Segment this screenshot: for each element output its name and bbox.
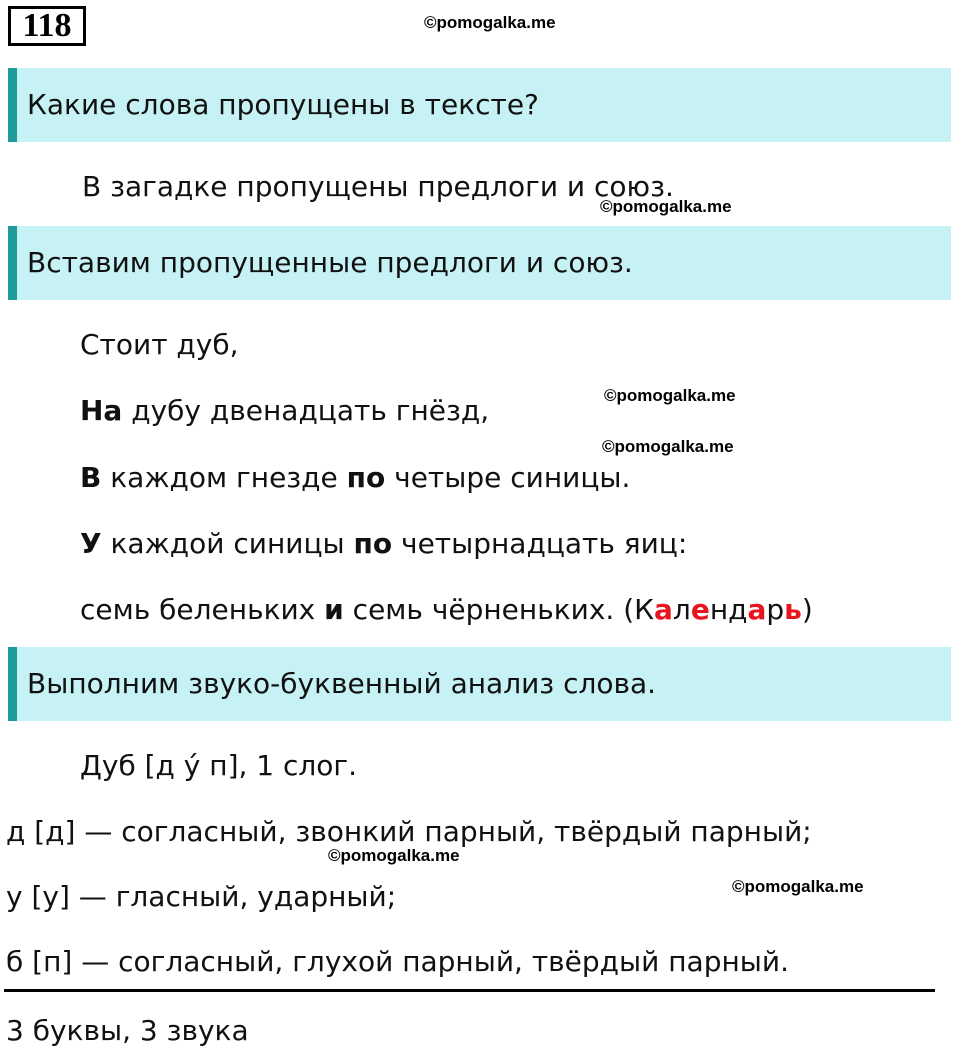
inserted-preposition: На <box>80 394 123 427</box>
inserted-preposition: В <box>80 461 102 494</box>
watermark: ©pomogalka.me <box>732 877 864 896</box>
poem-text: четырнадцать яиц: <box>392 527 688 560</box>
letter-analysis-3: б [п] — согласный, глухой парный, твёрдый парный. <box>6 945 789 978</box>
poem-text: семь беленьких <box>80 593 325 626</box>
poem-text: дубу двенадцать гнёзд, <box>122 394 490 427</box>
task-number: 118 <box>8 6 86 46</box>
watermark: ©pomogalka.me <box>424 13 556 32</box>
poem-text: ) <box>801 593 813 626</box>
inserted-preposition: по <box>346 461 386 494</box>
word-transcription: Дуб [д у́ п], 1 слог. <box>80 749 358 782</box>
poem-line-2 <box>80 394 489 428</box>
answer-text: В загадке пропущены предлоги и союз. <box>82 170 674 203</box>
poem-line-3 <box>80 461 630 495</box>
watermark: ©pomogalka.me <box>328 846 460 865</box>
watermark: ©pomogalka.me <box>600 197 732 216</box>
vowel-highlight: а <box>654 593 673 626</box>
answer-letters: л <box>672 593 691 626</box>
poem-text: четыре синицы. <box>385 461 631 494</box>
poem-line-5 <box>80 593 813 627</box>
vowel-highlight: е <box>690 593 710 626</box>
inserted-preposition: У <box>80 527 102 560</box>
summary: 3 буквы, 3 звука <box>6 1014 249 1047</box>
section-heading-3: Выполним звуко-буквенный анализ слова. <box>8 647 951 721</box>
section-heading-1: Какие слова пропущены в тексте? <box>8 68 951 142</box>
vowel-highlight: а <box>747 593 767 626</box>
watermark: ©pomogalka.me <box>604 386 736 405</box>
watermark: ©pomogalka.me <box>602 437 734 456</box>
poem-text: Стоит дуб, <box>80 328 239 361</box>
soft-sign-highlight: ь <box>784 593 802 626</box>
poem-text: семь чёрненьких. (К <box>343 593 654 626</box>
poem-line-4 <box>80 527 687 561</box>
answer-letters: нд <box>709 593 748 626</box>
inserted-preposition: по <box>353 527 393 560</box>
letter-analysis-1: д [д] — согласный, звонкий парный, твёрдый парный; <box>6 815 812 848</box>
section-heading-2: Вставим пропущенные предлоги и союз. <box>8 226 951 300</box>
letter-analysis-2: у [у] — гласный, ударный; <box>6 880 397 913</box>
answer-letters: р <box>766 593 785 626</box>
poem-line-1 <box>80 328 239 362</box>
poem-text: каждом гнезде <box>101 461 347 494</box>
inserted-conjunction: и <box>324 593 344 626</box>
divider <box>4 989 935 992</box>
poem-text: каждой синицы <box>101 527 354 560</box>
